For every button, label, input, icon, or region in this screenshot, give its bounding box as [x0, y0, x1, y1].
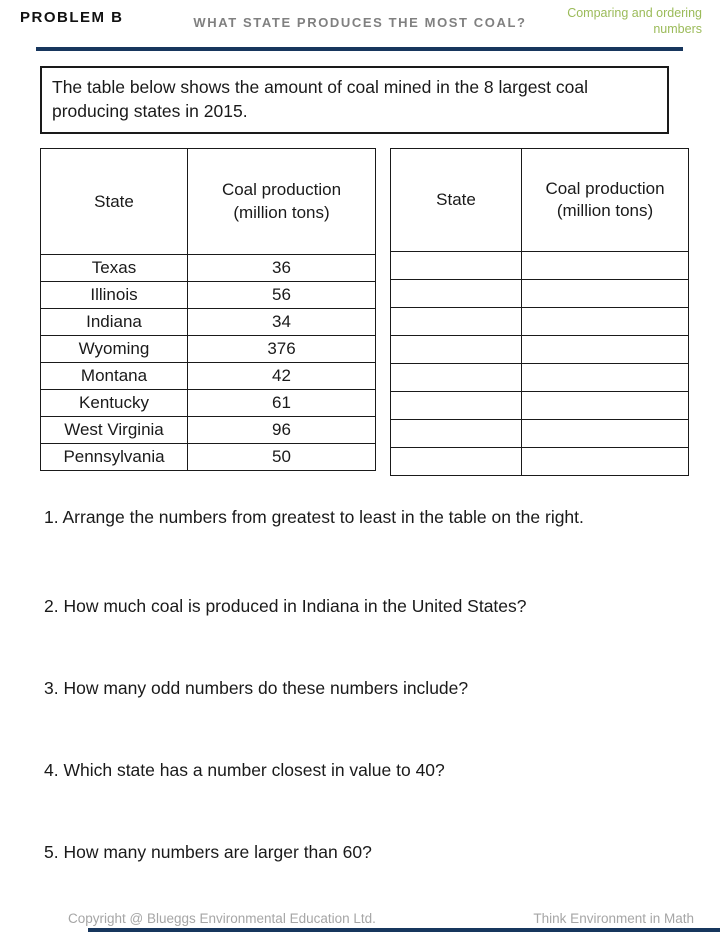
answer-value-cell[interactable] [522, 448, 689, 476]
table-row [41, 282, 376, 309]
answer-value-cell[interactable] [522, 308, 689, 336]
state-cell: Illinois [41, 282, 188, 309]
question-3: 3. How many odd numbers do these numbers include? [44, 678, 469, 698]
question-2: 2. How much coal is produced in Indiana in the United States? [44, 596, 527, 616]
answer-value-cell[interactable] [522, 420, 689, 448]
production-column-header [188, 149, 376, 255]
coal-production-table [40, 148, 376, 471]
state-cell: Indiana [41, 309, 188, 336]
answer-value-cell[interactable] [522, 336, 689, 364]
value-cell: 50 [188, 444, 376, 471]
table-row [41, 417, 376, 444]
table-row [41, 390, 376, 417]
answer-state-cell[interactable] [391, 280, 522, 308]
value-cell: 61 [188, 390, 376, 417]
answer-production-column-header-line2: (million tons) [556, 201, 654, 220]
tagline-text: Think Environment in Math [533, 911, 694, 926]
answer-value-cell[interactable] [522, 392, 689, 420]
question-1: 1. Arrange the numbers from greatest to least in the table on the right. [44, 507, 584, 527]
page-title: WHAT STATE PRODUCES THE MOST COAL? [193, 15, 527, 30]
answer-row [391, 280, 689, 308]
answer-production-column-header-line1: Coal production [545, 178, 665, 198]
question-4: 4. Which state has a number closest in value to 40? [44, 760, 445, 780]
answer-value-cell[interactable] [522, 280, 689, 308]
answer-state-cell[interactable] [391, 336, 522, 364]
answer-state-cell[interactable] [391, 308, 522, 336]
production-column-header-line2: (million tons) [233, 202, 330, 222]
answer-row [391, 420, 689, 448]
problem-label: PROBLEM B [20, 9, 124, 26]
answer-state-cell[interactable] [391, 420, 522, 448]
answer-state-cell[interactable] [391, 392, 522, 420]
value-cell: 36 [188, 255, 376, 282]
answer-state-cell[interactable] [391, 252, 522, 280]
value-cell: 56 [188, 282, 376, 309]
table-header-row [41, 149, 376, 255]
state-cell: Kentucky [41, 390, 188, 417]
value-cell: 42 [188, 363, 376, 390]
table-row [41, 336, 376, 363]
table-row [41, 255, 376, 282]
value-cell: 96 [188, 417, 376, 444]
value-cell: 34 [188, 309, 376, 336]
answer-row [391, 252, 689, 280]
answer-row [391, 308, 689, 336]
answer-state-cell[interactable] [391, 364, 522, 392]
value-cell: 376 [188, 336, 376, 363]
copyright-text: Copyright @ Blueggs Environmental Education Ltd. [68, 911, 376, 926]
answer-state-cell[interactable] [391, 448, 522, 476]
state-cell: West Virginia [41, 417, 188, 444]
answer-state-column-header: State [391, 149, 522, 252]
table-row [41, 363, 376, 390]
table-row [41, 444, 376, 471]
state-column-header: State [41, 149, 188, 255]
answer-value-cell[interactable] [522, 252, 689, 280]
production-column-header-line1: Coal production [221, 180, 342, 200]
answer-table-header-row [391, 149, 689, 252]
state-cell: Texas [41, 255, 188, 282]
state-cell: Pennsylvania [41, 444, 188, 471]
header-divider [36, 47, 683, 51]
answer-production-column-header [522, 149, 689, 252]
answer-row [391, 364, 689, 392]
answer-row [391, 336, 689, 364]
answer-table [390, 148, 689, 476]
state-cell: Wyoming [41, 336, 188, 363]
answer-row [391, 392, 689, 420]
state-cell: Montana [41, 363, 188, 390]
footer-divider [88, 928, 720, 932]
intro-box [40, 66, 669, 134]
topic-label: Comparing and ordering numbers [567, 6, 702, 37]
answer-row [391, 448, 689, 476]
intro-text: The table below shows the amount of coal mined in the 8 largest coal producing states in 2015. [52, 77, 589, 122]
question-5: 5. How many numbers are larger than 60? [44, 842, 372, 862]
table-row [41, 309, 376, 336]
answer-value-cell[interactable] [522, 364, 689, 392]
